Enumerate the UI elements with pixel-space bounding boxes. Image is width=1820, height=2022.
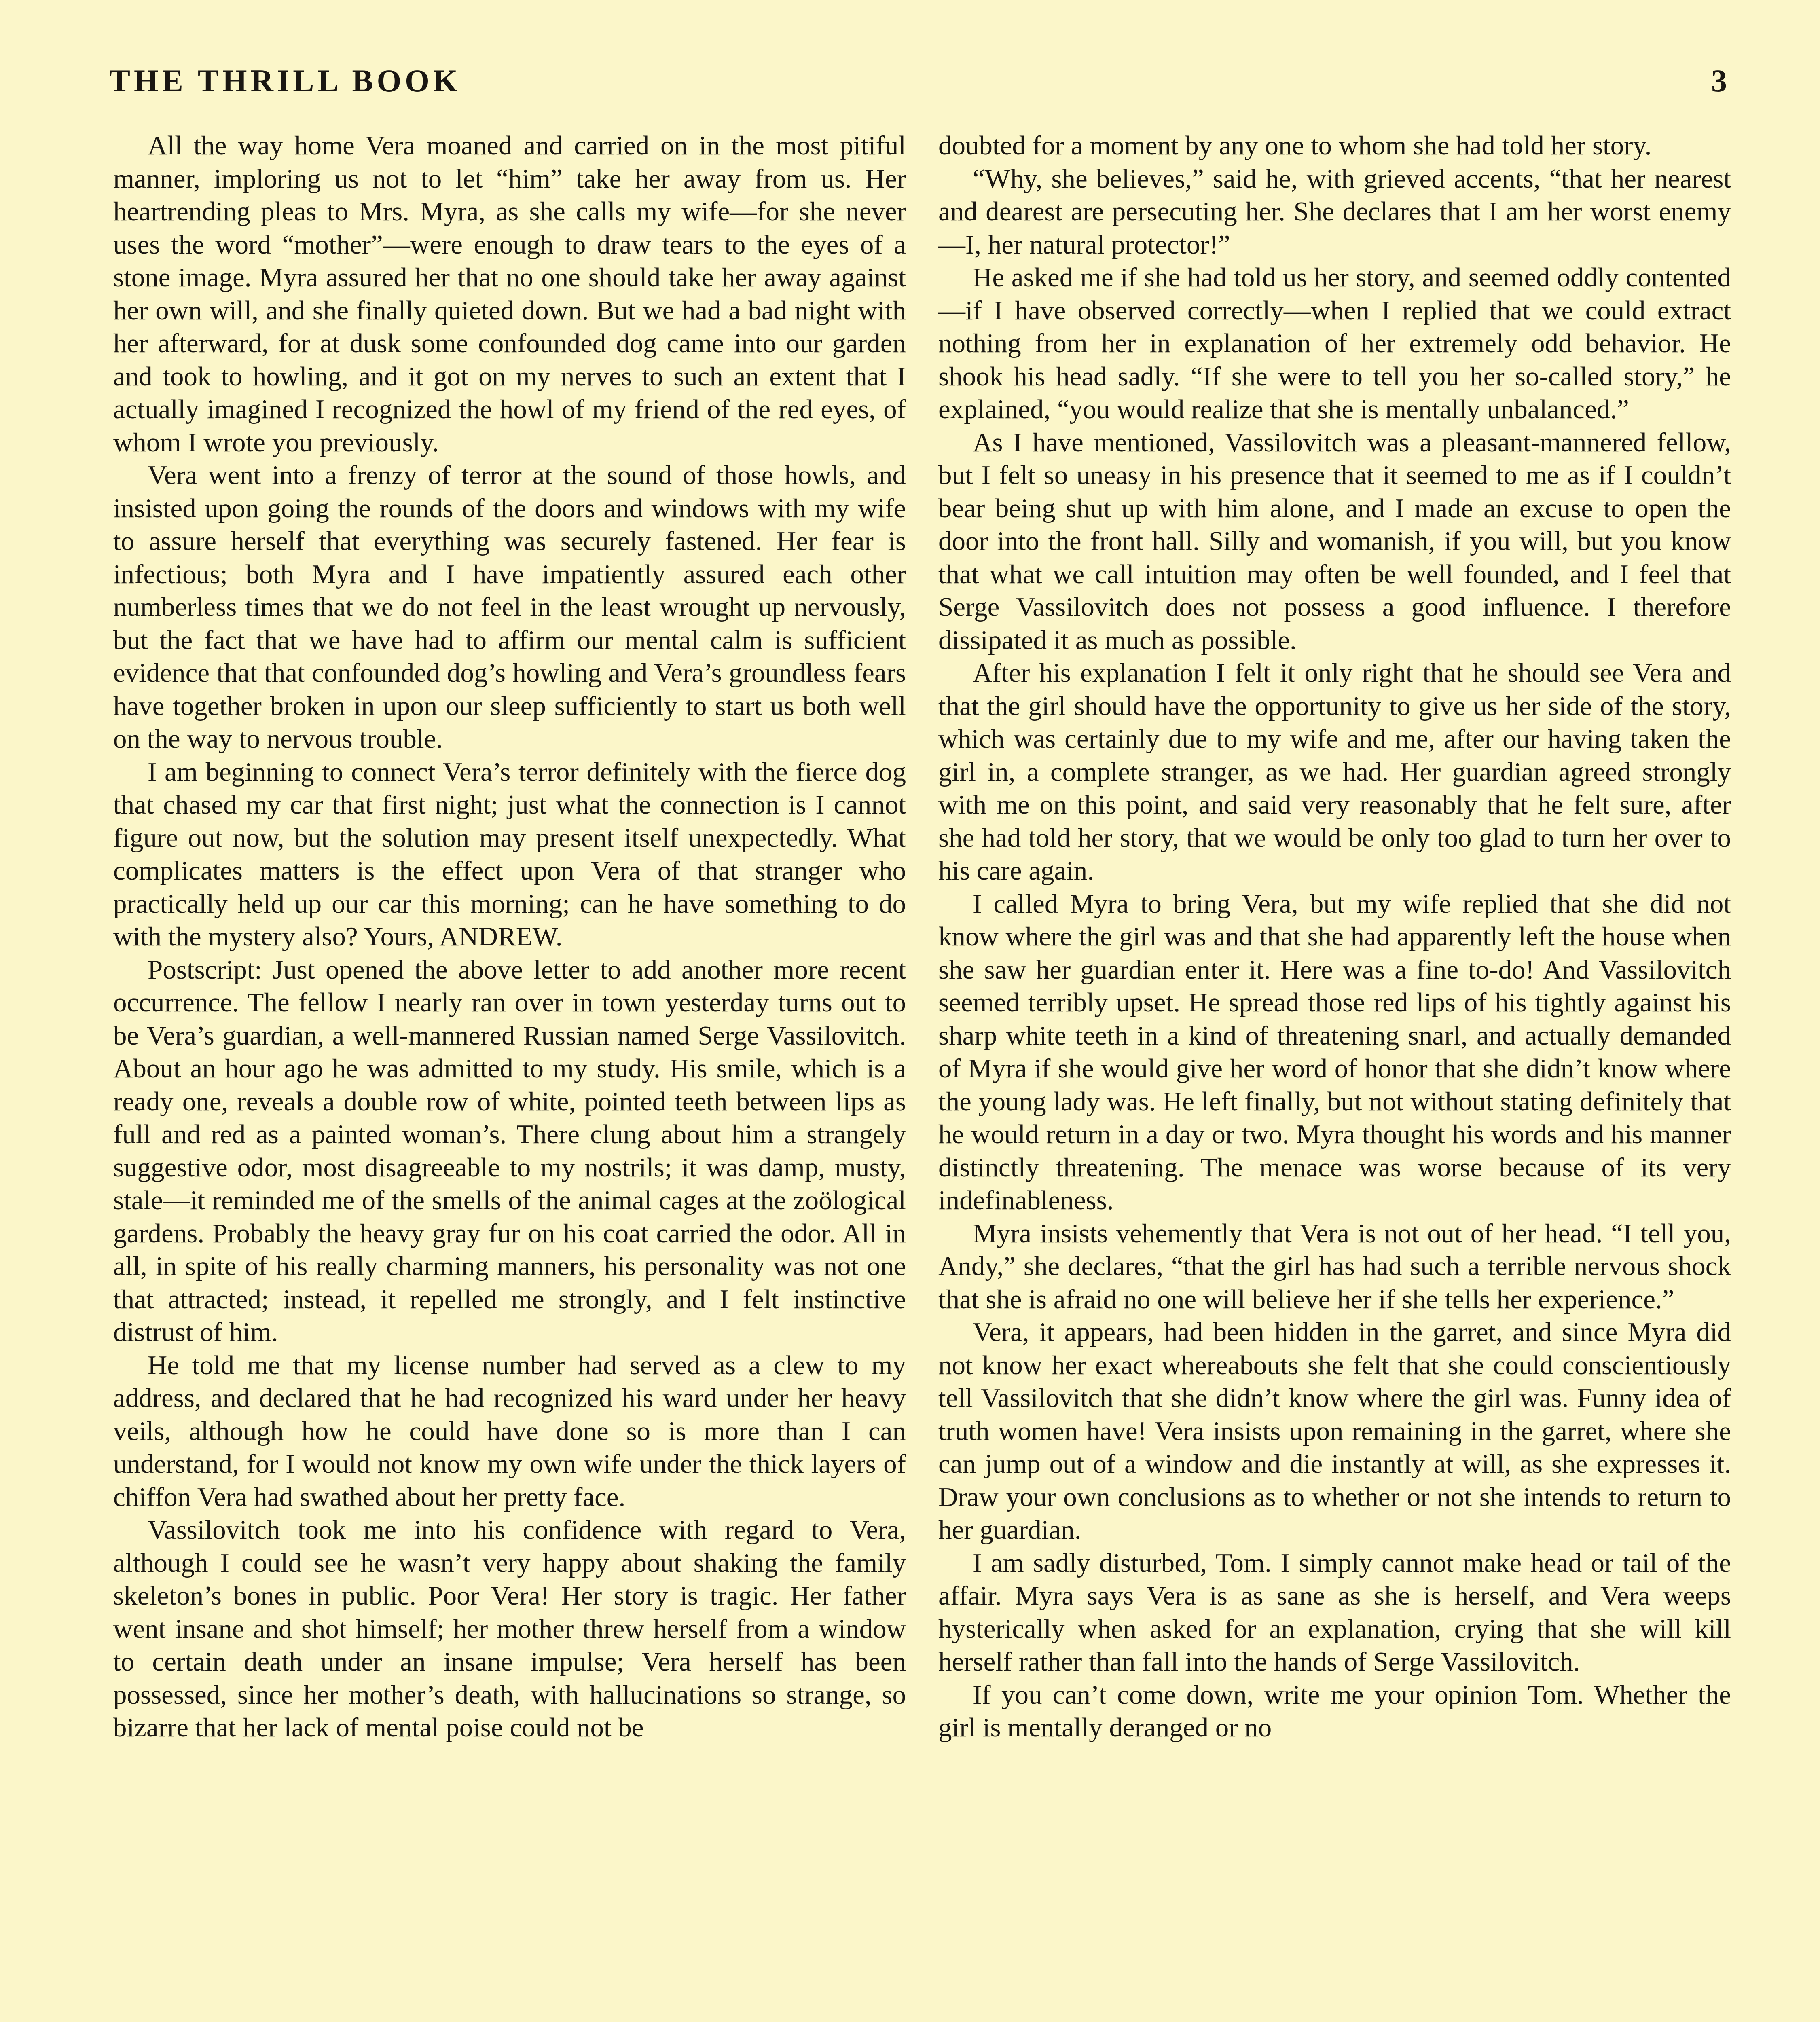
paragraph: “Why, she believes,” said he, with grieved accents, “that her nearest and dearest are persecuting her. She declares that I am her worst enemy—I, her natural protector!” [938, 163, 1731, 260]
paragraph: Vassilovitch took me into his confidence with regard to Vera, although I could see he wasn’t very happy about shaking the family skeleton’s bones in public. Poor Vera! Her story is tragic. Her father went insane and shot himself; her mother threw herself from a window to certain death under an insane impulse; Vera herself has been possessed, since her mother’s death, with hallucinations so strange, so bizarre that her lack of mental poise could not be [113, 1515, 906, 1743]
paragraph: He asked me if she had told us her story, and seemed oddly contented—if I have observed correctly—when I replied that we could extract nothing from her in explanation of her extremely odd behavior. He shook his head sadly. “If she were to tell you her so-called story,” he explained, “you would realize that she is mentally unbalanced.” [938, 262, 1731, 424]
paragraph: If you can’t come down, write me your opinion Tom. Whether the girl is mentally deranged or no [938, 1679, 1731, 1743]
paragraph: I called Myra to bring Vera, but my wife replied that she did not know where the girl was and that she had apparently left the house when she saw her guardian enter it. Here was a fine to-do! And Vassilovitch seemed terribly upset. He spread those red lips of his tightly against his sharp white teeth in a kind of threatening snarl, and actually demanded of Myra if she would give her word of honor that she didn’t know where the young lady was. He left finally, but not without stating definitely that he would return in a day or two. Myra thought his words and his manner distinctly threatening. The menace was worse because of its very indefinableness. [938, 888, 1731, 1215]
right-text-column [938, 129, 1731, 2022]
left-text-column [113, 129, 906, 2022]
paragraph: I am sadly disturbed, Tom. I simply cannot make head or tail of the affair. Myra says Vera is as sane as she is herself, and Vera weeps hysterically when asked for an explanation, crying that she will kill herself rather than fall into the hands of Serge Vassilovitch. [938, 1548, 1731, 1677]
paragraph: After his explanation I felt it only right that he should see Vera and that the girl should have the opportunity to give us her side of the story, which was certainly due to my wife and me, after our having taken the girl in, a complete stranger, as we had. Her guardian agreed strongly with me on this point, and said very reasonably that he felt sure, after she had told her story, that we would be only too glad to turn her over to his care again. [938, 658, 1731, 886]
paragraph: Vera went into a frenzy of terror at the sound of those howls, and insisted upon going the rounds of the doors and windows with my wife to assure herself that everything was securely fastened. Her fear is infectious; both Myra and I have impatiently assured each other numberless times that we do not feel in the least wrought up nervously, but the fact that we have had to affirm our mental calm is sufficient evidence that that confounded dog’s howling and Vera’s groundless fears have together broken in upon our sleep sufficiently to start us both well on the way to nervous trouble. [113, 460, 906, 754]
paragraph-continued: doubted for a moment by any one to whom she had told her story. [938, 131, 1652, 161]
paragraph: All the way home Vera moaned and carried on in the most pitiful manner, imploring us not to let “him” take her away from us. Her heartrending pleas to Mrs. Myra, as she calls my wife—for she never uses the word “mother”—were enough to draw tears to the eyes of a stone image. Myra assured her that no one should take her away against her own will, and she finally quieted down. But we had a bad night with her afterward, for at dusk some confounded dog came into our garden and took to howling, and it got on my nerves to such an extent that I actually imagined I recognized the howl of my friend of the red eyes, of whom I wrote you previously. [113, 131, 906, 457]
page-number: 3 [1711, 63, 1727, 98]
page-header [109, 61, 1727, 113]
paragraph: As I have mentioned, Vassilovitch was a pleasant-mannered fellow, but I felt so uneasy in his presence that it seemed to me as if I couldn’t bear being shut up with him alone, and I made an excuse to open the door into the front hall. Silly and womanish, if you will, but you know that what we call intuition may often be well founded, and I feel that Serge Vassilovitch does not possess a good influence. I therefore dissipated it as much as possible. [938, 427, 1731, 655]
paragraph: Myra insists vehemently that Vera is not out of her head. “I tell you, Andy,” she declares, “that the girl has had such a terrible nervous shock that she is afraid no one will believe her if she tells her experience.” [938, 1218, 1731, 1314]
paragraph: Postscript: Just opened the above letter to add another more recent occurrence. The fellow I nearly ran over in town yesterday turns out to be Vera’s guardian, a well-mannered Russian named Serge Vassilovitch. About an hour ago he was admitted to my study. His smile, which is a ready one, reveals a double row of white, pointed teeth between lips as full and red as a painted woman’s. There clung about him a strangely suggestive odor, most disagreeable to my nostrils; it was damp, musty, stale—it reminded me of the smells of the animal cages at the zoölogical gardens. Probably the heavy gray fur on his coat carried the odor. All in all, in spite of his really charming manners, his personality was not one that attracted; instead, it repelled me strongly, and I felt instinctive distrust of him. [113, 954, 906, 1347]
paragraph: Vera, it appears, had been hidden in the garret, and since Myra did not know her exact whereabouts she felt that she could conscientiously tell Vassilovitch that she didn’t know where the girl was. Funny idea of truth women have! Vera insists upon remaining in the garret, where she can jump out of a window and die instantly at will, as she expresses it. Draw your own conclusions as to whether or not she intends to return to her guardian. [938, 1317, 1731, 1545]
paragraph: He told me that my license number had served as a clew to my address, and declared that he had recognized his ward under her heavy veils, although how he could have done so is more than I can understand, for I would not know my own wife under the thick layers of chiffon Vera had swathed about her pretty face. [113, 1350, 906, 1512]
paragraph: I am beginning to connect Vera’s terror definitely with the fierce dog that chased my car that first night; just what the connection is I cannot figure out now, but the solution may present itself unexpectedly. What complicates matters is the effect upon Vera of that stranger who practically held up our car this morning; can he have something to do with the mystery also? Yours, ANDREW. [113, 757, 906, 952]
running-head: THE THRILL BOOK [109, 63, 461, 98]
